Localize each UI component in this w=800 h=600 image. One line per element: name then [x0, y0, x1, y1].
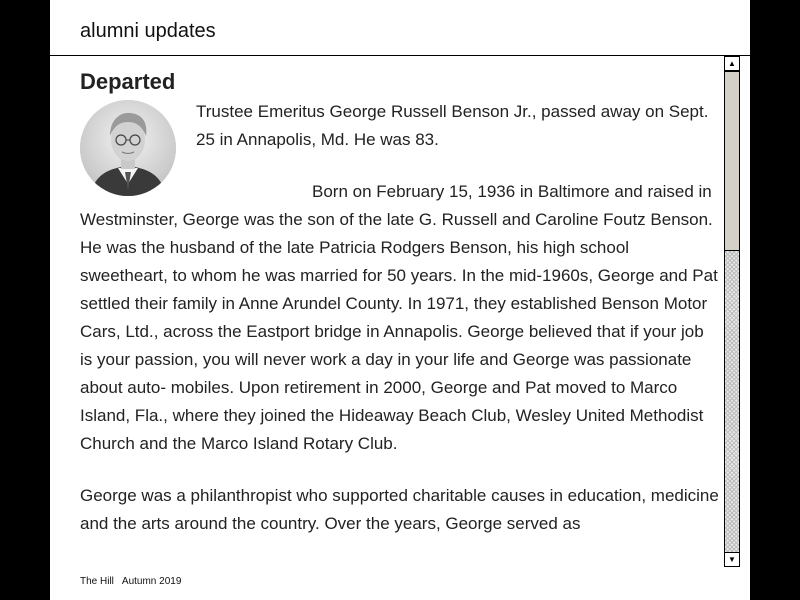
header-bar [50, 0, 750, 56]
page [50, 0, 750, 600]
article-content[interactable] [80, 56, 720, 570]
portrait-photo [80, 100, 176, 196]
page-title: alumni updates [80, 20, 216, 42]
scrollbar-thumb[interactable] [725, 71, 739, 251]
footer [80, 576, 181, 587]
vertical-scrollbar[interactable] [724, 56, 740, 567]
publication-name: The Hill [80, 576, 114, 587]
section-title: Departed [80, 69, 176, 94]
paragraph-biography: Born on February 15, 1936 in Baltimore and raised in Westminster, George was the son of the late G. Russell and Caroline Foutz Benson. He was the husband of the late Patricia Rodgers Benson, his high school sweetheart, to whom he was married for 50 years. In the mid-1960s, George and Pat settled their family in Anne Arundel County. In 1971, they established Benson Motor Cars, Ltd., across the Eastport bridge in Annapolis. George believed that if your job is your passion, you will never work a day in your life and George was passionate about auto- mobiles. Upon retirement in 2000, George and Pat moved to Marco Island, Fla., where they joined the Hideaway Beach Club, Wesley United Methodist Church and the Marco Island Rotary Club. [80, 182, 718, 453]
scroll-down-button[interactable] [725, 552, 739, 566]
issue-date: Autumn 2019 [121, 576, 182, 587]
portrait-image [80, 100, 176, 196]
arrow-up-icon: ▲ [728, 58, 736, 68]
paragraph-philanthropy: George was a philanthropist who supported charitable causes in education, medicine and the arts around the country. Over the years, George served as [80, 486, 719, 533]
paragraph-intro: Trustee Emeritus George Russell Benson Jr., passed away on Sept. 25 in Annapolis, Md. He was 83. [196, 102, 709, 149]
arrow-down-icon: ▼ [728, 554, 736, 564]
scroll-up-button[interactable] [725, 57, 739, 71]
